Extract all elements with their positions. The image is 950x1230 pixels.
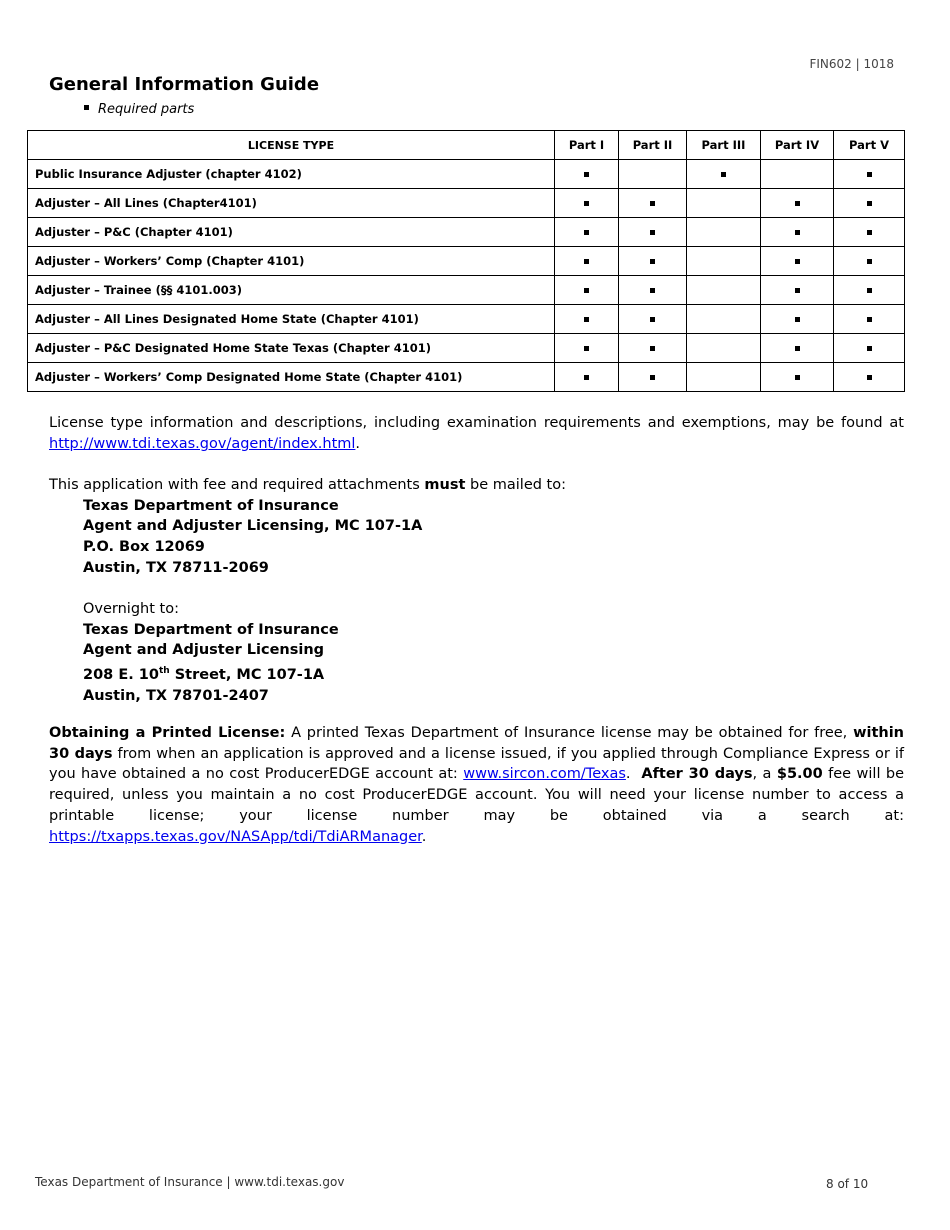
- printed-license-text-6: .: [421, 828, 427, 845]
- part-cell: [619, 363, 687, 392]
- table-row: [28, 334, 905, 363]
- part-cell: [619, 218, 687, 247]
- overnight-section: [49, 599, 904, 706]
- license-type-name: Adjuster – All Lines Designated Home State (Chapter 4101): [28, 305, 555, 334]
- part-cell: [761, 189, 834, 218]
- license-type-name: Adjuster – P&C (Chapter 4101): [28, 218, 555, 247]
- mailing-address-line: Austin, TX 78711-2069: [83, 559, 269, 576]
- column-header: Part IV: [761, 131, 834, 160]
- part-cell: [761, 247, 834, 276]
- mailing-address-line: P.O. Box 12069: [83, 539, 205, 556]
- part-cell: [555, 305, 619, 334]
- part-cell: [834, 160, 905, 189]
- license-info-text: License type information and descriptions, including examination requirements and exemptions, may be found at: [49, 415, 904, 431]
- required-marker-icon: [867, 201, 872, 206]
- part-cell: [761, 334, 834, 363]
- printed-license-paragraph: [49, 723, 904, 847]
- part-cell: [687, 218, 761, 247]
- overnight-line-4: Austin, TX 78701-2407: [83, 687, 269, 704]
- part-cell: [834, 189, 905, 218]
- required-marker-icon: [650, 230, 655, 235]
- column-header: Part III: [687, 131, 761, 160]
- part-cell: [555, 218, 619, 247]
- part-cell: [555, 334, 619, 363]
- part-cell: [834, 363, 905, 392]
- mailing-address-line: Texas Department of Insurance: [83, 497, 339, 514]
- part-cell: [761, 305, 834, 334]
- required-marker-icon: [867, 172, 872, 177]
- required-marker-icon: [795, 375, 800, 380]
- required-marker-icon: [650, 346, 655, 351]
- overnight-street-suffix: th: [158, 666, 170, 677]
- part-cell: [687, 189, 761, 218]
- printed-license-text-2: from when an application is approved and a license issued, if you applied through Compliance Express or if you have obtained a no cost ProducerEDGE account at:: [49, 745, 905, 783]
- overnight-label: Overnight to:: [83, 601, 179, 617]
- table-body: [28, 160, 905, 392]
- required-marker-icon: [867, 288, 872, 293]
- table-row: [28, 218, 905, 247]
- required-marker-icon: [867, 317, 872, 322]
- printed-license-heading: Obtaining a Printed License:: [49, 725, 286, 741]
- table-row: [28, 160, 905, 189]
- footer-org: Texas Department of Insurance | www.tdi.texas.gov: [35, 1175, 345, 1189]
- column-header: Part II: [619, 131, 687, 160]
- part-cell: [834, 276, 905, 305]
- tdi-agent-link[interactable]: http://www.tdi.texas.gov/agent/index.html: [49, 435, 356, 452]
- part-cell: [555, 247, 619, 276]
- table-row: [28, 305, 905, 334]
- license-type-name: Adjuster – All Lines (Chapter4101): [28, 189, 555, 218]
- required-marker-icon: [584, 288, 589, 293]
- part-cell: [834, 305, 905, 334]
- part-cell: [555, 160, 619, 189]
- part-cell: [687, 363, 761, 392]
- fee-amount: $5.00: [776, 766, 823, 783]
- required-marker-icon: [867, 375, 872, 380]
- part-cell: [687, 160, 761, 189]
- required-marker-icon: [867, 346, 872, 351]
- column-header: LICENSE TYPE: [28, 131, 555, 160]
- required-marker-icon: [584, 375, 589, 380]
- part-cell: [687, 305, 761, 334]
- overnight-address: [83, 620, 904, 707]
- license-type-name: Adjuster – Workers’ Comp (Chapter 4101): [28, 247, 555, 276]
- required-marker-icon: [650, 375, 655, 380]
- part-cell: [619, 160, 687, 189]
- license-type-name: Adjuster – P&C Designated Home State Texas (Chapter 4101): [28, 334, 555, 363]
- part-cell: [619, 276, 687, 305]
- required-marker-icon: [795, 346, 800, 351]
- table-row: [28, 189, 905, 218]
- part-cell: [619, 305, 687, 334]
- required-marker-icon: [867, 230, 872, 235]
- required-marker-icon: [795, 317, 800, 322]
- table-header-row: [28, 131, 905, 160]
- column-header: Part V: [834, 131, 905, 160]
- part-cell: [555, 363, 619, 392]
- part-cell: [834, 247, 905, 276]
- part-cell: [687, 334, 761, 363]
- part-cell: [687, 276, 761, 305]
- license-type-name: Adjuster – Workers’ Comp Designated Home State (Chapter 4101): [28, 363, 555, 392]
- required-marker-icon: [795, 259, 800, 264]
- part-cell: [834, 218, 905, 247]
- legend-label: Required parts: [98, 102, 195, 117]
- part-cell: [619, 334, 687, 363]
- overnight-line-3: [83, 661, 904, 686]
- mailing-intro-text: This application with fee and required attachments: [49, 477, 420, 493]
- part-cell: [555, 276, 619, 305]
- part-cell: [761, 363, 834, 392]
- mailing-intro-tail: be mailed to:: [470, 477, 566, 493]
- required-marker-icon: [650, 201, 655, 206]
- required-marker-icon: [584, 346, 589, 351]
- legend: [84, 102, 194, 117]
- part-cell: [761, 160, 834, 189]
- sircon-link[interactable]: www.sircon.com/Texas: [463, 766, 626, 783]
- required-marker-icon: [584, 201, 589, 206]
- required-marker-icon: [84, 105, 89, 110]
- overnight-line-1: Texas Department of Insurance: [83, 621, 339, 638]
- required-marker-icon: [795, 201, 800, 206]
- license-table: [27, 130, 905, 392]
- part-cell: [761, 276, 834, 305]
- printed-license-text-1: A printed Texas Department of Insurance license may be obtained for free,: [291, 725, 848, 741]
- part-cell: [761, 218, 834, 247]
- license-info-paragraph: [49, 413, 904, 454]
- mailing-address: [83, 496, 904, 579]
- part-cell: [834, 334, 905, 363]
- required-marker-icon: [721, 172, 726, 177]
- required-marker-icon: [584, 259, 589, 264]
- page-number: 8 of 10: [826, 1177, 869, 1191]
- part-cell: [619, 189, 687, 218]
- table-row: [28, 247, 905, 276]
- required-marker-icon: [584, 230, 589, 235]
- mailing-intro-must: must: [424, 477, 466, 493]
- part-cell: [619, 247, 687, 276]
- overnight-street-name: Street, MC 107-1A: [169, 666, 325, 683]
- required-marker-icon: [584, 317, 589, 322]
- printed-license-text-5: fee will be required, unless you maintain a no cost ProducerEDGE account. You will need your license number to access a printable license; your license number may be obtained via a search at:: [49, 766, 905, 824]
- part-cell: [687, 247, 761, 276]
- column-header: Part I: [555, 131, 619, 160]
- overnight-line-2: Agent and Adjuster Licensing: [83, 642, 325, 659]
- printed-license-text-4: , a: [752, 766, 772, 783]
- overnight-street-number: 208 E. 10: [83, 666, 159, 683]
- license-info-suffix: .: [355, 435, 361, 452]
- part-cell: [555, 189, 619, 218]
- license-type-name: Public Insurance Adjuster (chapter 4102): [28, 160, 555, 189]
- tdi-ar-manager-link[interactable]: https://txapps.texas.gov/NASApp/tdi/TdiARManager: [49, 828, 422, 845]
- required-marker-icon: [867, 259, 872, 264]
- mailing-address-line: Agent and Adjuster Licensing, MC 107-1A: [83, 518, 423, 535]
- required-marker-icon: [650, 259, 655, 264]
- after-30-days: After 30 days: [641, 766, 753, 783]
- required-marker-icon: [650, 288, 655, 293]
- form-number: FIN602 | 1018: [809, 57, 894, 71]
- mailing-intro: [49, 475, 904, 496]
- required-marker-icon: [650, 317, 655, 322]
- within-30-days: within 30 days: [49, 725, 905, 762]
- license-type-name: Adjuster – Trainee (§§ 4101.003): [28, 276, 555, 305]
- table-row: [28, 276, 905, 305]
- page-title: General Information Guide: [49, 74, 320, 95]
- table-row: [28, 363, 905, 392]
- mailing-section: [49, 475, 904, 579]
- printed-license-text-3: .: [625, 766, 631, 783]
- required-marker-icon: [584, 172, 589, 177]
- required-marker-icon: [795, 230, 800, 235]
- required-marker-icon: [795, 288, 800, 293]
